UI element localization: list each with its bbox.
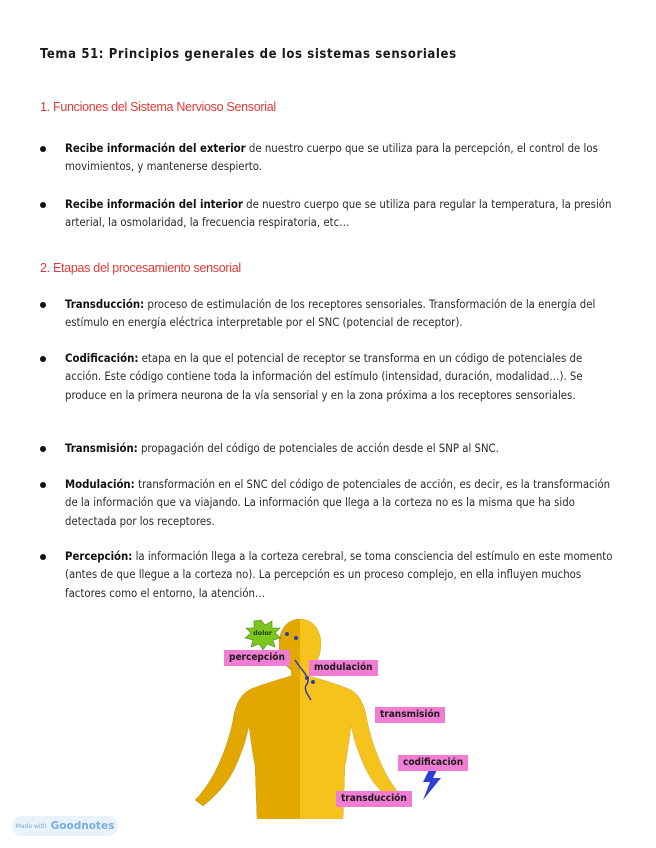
item-text: etapa en la que el potencial de receptor se transforma en un código de potenciales de acción. Este código contiene toda la información del estímulo (intensidad, duración, modalidad…). Se produce en la primera neurona de la vía sensorial y en la zona próxima a los receptores sensoriales. — [65, 352, 583, 402]
percepcion-tag: percepción — [224, 650, 290, 666]
bullet-dot — [40, 202, 46, 208]
list-item — [40, 140, 620, 177]
item-text: propagación del código de potenciales de acción desde el SNP al SNC. — [137, 442, 499, 455]
item-term: Recibe información del exterior — [65, 142, 246, 155]
item-text: de nuestro cuerpo que se utiliza para regular la temperatura, la presión arterial, la osmolaridad, la frecuencia respiratoria, etc… — [65, 198, 612, 230]
item-text: la información llega a la corteza cerebral, se toma consciencia del estímulo en este momento (antes de que llegue a la corteza no). La percepción es un proceso complejo, en ella influyen muchos factores como el entorno, la atención… — [65, 550, 613, 600]
item-term: Transducción: — [65, 298, 145, 311]
item-term: Transmisión: — [65, 442, 138, 455]
codificacion-tag: codificación — [398, 755, 468, 771]
item-term: Modulación: — [65, 478, 135, 491]
transduccion-tag: transducción — [336, 791, 412, 807]
page-title: Tema 51: Principios generales de los sistemas sensoriales — [40, 47, 457, 62]
list-item — [40, 548, 620, 603]
transmision-tag: transmisión — [375, 707, 445, 723]
item-term: Percepción: — [65, 550, 133, 563]
bullet-dot — [40, 302, 46, 308]
section-2-heading: 2. Etapas del procesamiento sensorial — [40, 261, 241, 275]
item-text: transformación en el SNC del código de potenciales de acción, es decir, es la transformación de la información que va viajando. La información que llega a la corteza no es la misma que ha sido detectada por los receptores. — [65, 478, 611, 528]
made-with-text: Made with — [15, 822, 47, 830]
goodnotes-watermark — [12, 816, 118, 836]
list-item — [40, 296, 620, 333]
goodnotes-brand: Goodnotes — [50, 820, 115, 832]
section-1-heading: 1. Funciones del Sistema Nervioso Sensorial — [40, 100, 276, 114]
sensory-pathway-figure — [195, 614, 465, 819]
bullet-dot — [40, 146, 46, 152]
item-term: Codificación: — [65, 352, 139, 365]
list-item — [40, 476, 620, 531]
item-text: de nuestro cuerpo que se utiliza para la percepción, el control de los movimientos, y mantenerse despierto. — [65, 142, 598, 174]
list-item — [40, 196, 620, 233]
bullet-dot — [40, 554, 46, 560]
list-item — [40, 440, 620, 458]
bullet-dot — [40, 482, 46, 488]
dolor-label: dolor — [253, 629, 273, 637]
item-term: Recibe información del interior — [65, 198, 243, 211]
item-text: proceso de estimulación de los receptores sensoriales. Transformación de la energía del estímulo en energía eléctrica interpretable por el SNC (potencial de receptor). — [65, 298, 596, 330]
bullet-dot — [40, 446, 46, 452]
bullet-dot — [40, 356, 46, 362]
modulacion-tag: modulación — [309, 660, 378, 676]
list-item — [40, 350, 620, 405]
